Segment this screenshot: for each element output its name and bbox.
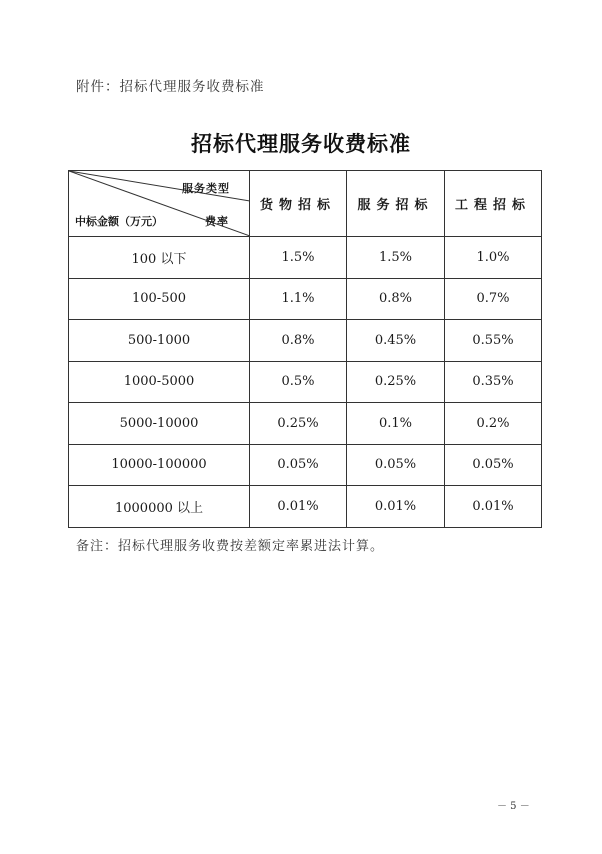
column-header: 货物招标 [250,171,347,237]
corner-cell [69,171,250,237]
rate-cell: 0.1% [347,403,445,445]
amount-range-cell: 1000000 以上 [69,486,250,528]
column-header: 服务招标 [347,171,445,237]
table-row [69,237,542,279]
table-row [69,361,542,403]
footnote: 备注：招标代理服务收费按差额定率累进法计算。 [76,539,385,554]
table-header-row [69,171,542,237]
fee-rate-label: 费率 [205,215,229,228]
amount-range-cell: 10000-100000 [69,444,250,486]
amount-range-cell: 1000-5000 [69,361,250,403]
attachment-label: 附件：招标代理服务收费标准 [76,79,265,95]
rate-cell: 1.5% [250,237,347,279]
rate-cell: 0.55% [445,320,542,362]
amount-label: 中标金额（万元） [75,215,163,228]
rate-cell: 1.1% [250,278,347,320]
rate-cell: 0.35% [445,361,542,403]
rate-cell: 0.01% [347,486,445,528]
rate-cell: 0.45% [347,320,445,362]
amount-range-cell: 100-500 [69,278,250,320]
rate-cell: 0.25% [347,361,445,403]
table-row [69,444,542,486]
rate-cell: 1.5% [347,237,445,279]
rate-cell: 0.05% [445,444,542,486]
rate-cell: 0.8% [250,320,347,362]
table-row [69,403,542,445]
amount-range-cell: 500-1000 [69,320,250,362]
column-header: 工程招标 [445,171,542,237]
table-row [69,486,542,528]
rate-cell: 0.7% [445,278,542,320]
amount-range-cell: 100 以下 [69,237,250,279]
rate-cell: 0.5% [250,361,347,403]
service-type-label: 服务类型 [182,182,230,195]
rate-cell: 0.8% [347,278,445,320]
rate-cell: 0.05% [250,444,347,486]
table-row [69,278,542,320]
rate-cell: 0.01% [445,486,542,528]
rate-cell: 0.05% [347,444,445,486]
rate-cell: 0.01% [250,486,347,528]
table-row [69,320,542,362]
page-title: 招标代理服务收费标准 [191,132,411,156]
page-number: － 5 － [497,801,530,812]
rate-cell: 0.25% [250,403,347,445]
fee-table [68,170,542,528]
rate-cell: 1.0% [445,237,542,279]
amount-range-cell: 5000-10000 [69,403,250,445]
rate-cell: 0.2% [445,403,542,445]
